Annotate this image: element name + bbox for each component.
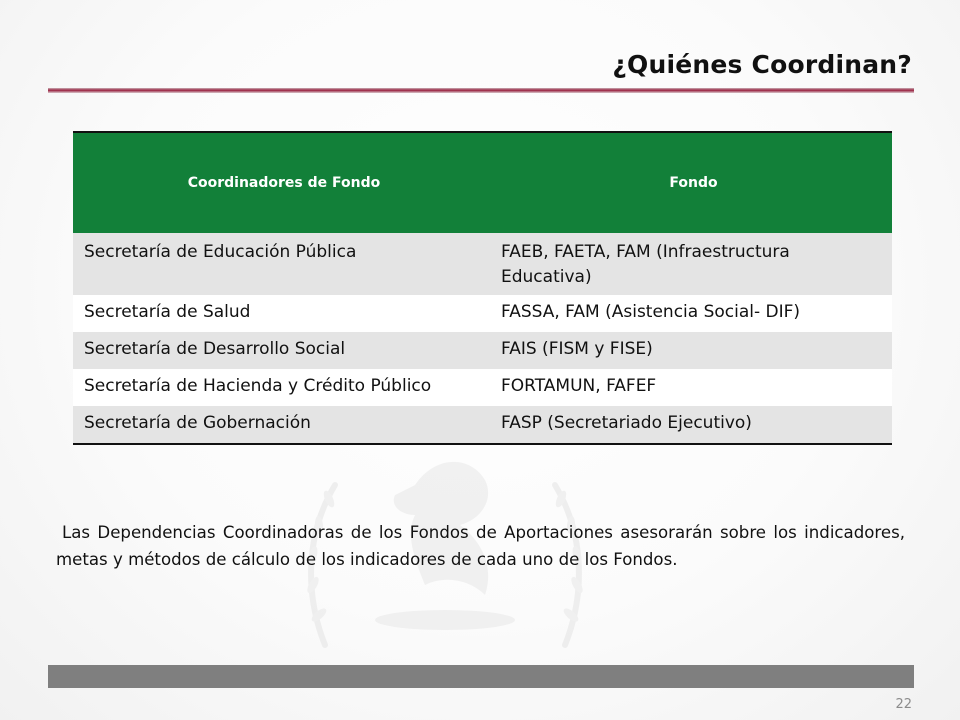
page-number: 22 <box>895 697 912 712</box>
coordinator-cell: Secretaría de Desarrollo Social <box>73 332 495 369</box>
table-row <box>73 369 892 406</box>
table-header-row <box>73 132 892 233</box>
fund-cell: FORTAMUN, FAFEF <box>495 369 892 406</box>
table-row <box>73 406 892 444</box>
fund-cell: FAEB, FAETA, FAM (Infraestructura Educativa) <box>495 233 892 295</box>
footer-bar <box>48 665 914 688</box>
table-row <box>73 233 892 295</box>
fund-cell: FASSA, FAM (Asistencia Social- DIF) <box>495 295 892 332</box>
coordinator-cell: Secretaría de Gobernación <box>73 406 495 444</box>
table-row <box>73 295 892 332</box>
explanatory-note: Las Dependencias Coordinadoras de los Fondos de Aportaciones asesorarán sobre los indicadores, metas y métodos de cálculo de los indicadores de cada uno de los Fondos. <box>56 523 905 569</box>
coordinator-cell: Secretaría de Educación Pública <box>73 233 495 295</box>
fund-cell: FAIS (FISM y FISE) <box>495 332 892 369</box>
header-fund: Fondo <box>495 132 892 233</box>
coordinators-table <box>73 131 892 445</box>
header-coordinators: Coordinadores de Fondo <box>73 132 495 233</box>
fund-cell: FASP (Secretariado Ejecutivo) <box>495 406 892 444</box>
coordinator-cell: Secretaría de Hacienda y Crédito Público <box>73 369 495 406</box>
table-row <box>73 332 892 369</box>
slide-title: ¿Quiénes Coordinan? <box>612 50 912 79</box>
title-divider <box>48 88 914 93</box>
coordinator-cell: Secretaría de Salud <box>73 295 495 332</box>
